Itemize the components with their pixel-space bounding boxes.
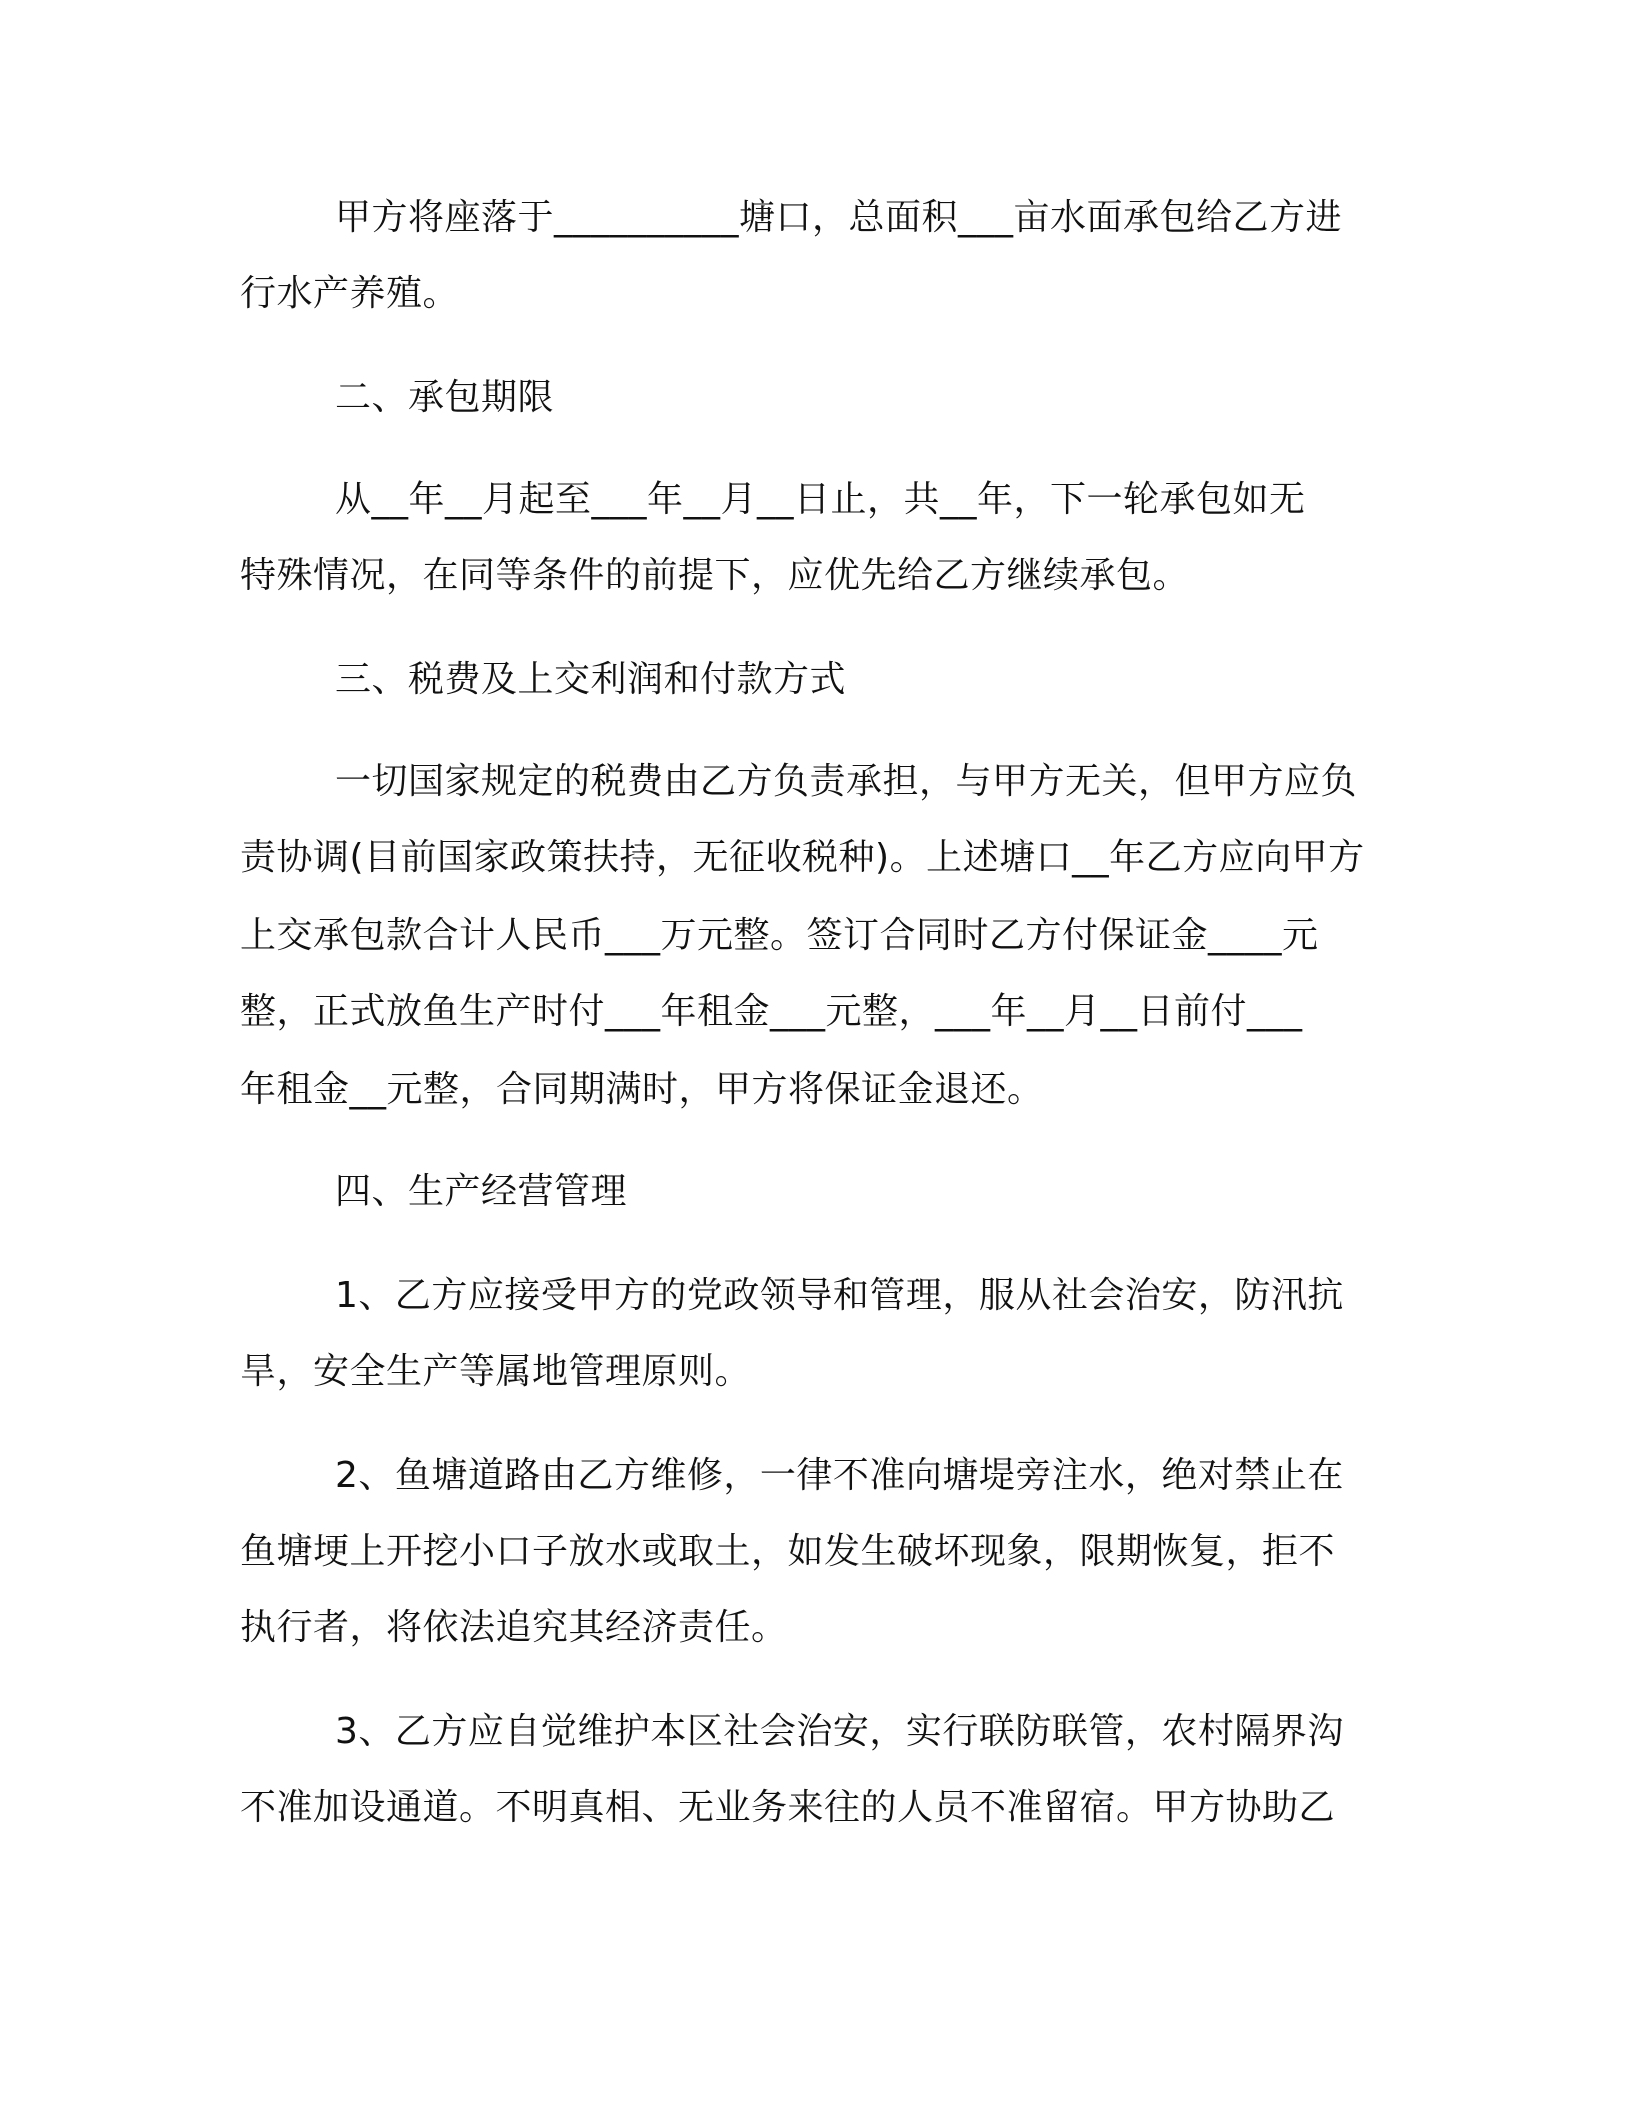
- paragraph-line: 从__年__月起至___年__月__日止，共__年，下一轮承包如无: [335, 479, 1306, 520]
- paragraph-line: 2、鱼塘道路由乙方维修，一律不准向塘堤旁注水，绝对禁止在: [335, 1455, 1344, 1496]
- paragraph-line: 执行者，将依法追究其经济责任。: [240, 1607, 788, 1648]
- paragraph-line: 一切国家规定的税费由乙方负责承担，与甲方无关，但甲方应负: [335, 761, 1358, 802]
- paragraph-line: 鱼塘埂上开挖小口子放水或取土，如发生破坏现象，限期恢复，拒不: [240, 1531, 1336, 1572]
- paragraph-line: 年租金__元整，合同期满时，甲方将保证金退还。: [240, 1069, 1044, 1110]
- paragraph-line: 1、乙方应接受甲方的党政领导和管理，服从社会治安，防汛抗: [335, 1275, 1344, 1316]
- paragraph-line: 旱，安全生产等属地管理原则。: [240, 1351, 752, 1392]
- section-heading: 二、承包期限: [335, 377, 555, 418]
- paragraph-line: 整，正式放鱼生产时付___年租金___元整，___年__月__日前付___: [240, 991, 1303, 1032]
- paragraph-line: 责协调(目前国家政策扶持，无征收税种)。上述塘口__年乙方应向甲方: [240, 837, 1365, 878]
- paragraph-line: 上交承包款合计人民币___万元整。签订合同时乙方付保证金____元: [240, 915, 1319, 956]
- section-heading: 三、税费及上交利润和付款方式: [335, 659, 847, 700]
- paragraph-line: 甲方将座落于__________塘口，总面积___亩水面承包给乙方进: [335, 197, 1343, 238]
- section-heading: 四、生产经营管理: [335, 1171, 628, 1212]
- paragraph-line: 3、乙方应自觉维护本区社会治安，实行联防联管，农村隔界沟: [335, 1711, 1344, 1752]
- paragraph-line: 行水产养殖。: [240, 273, 460, 314]
- paragraph-line: 特殊情况，在同等条件的前提下，应优先给乙方继续承包。: [240, 555, 1190, 596]
- paragraph-line: 不准加设通道。不明真相、无业务来往的人员不准留宿。甲方协助乙: [240, 1787, 1336, 1828]
